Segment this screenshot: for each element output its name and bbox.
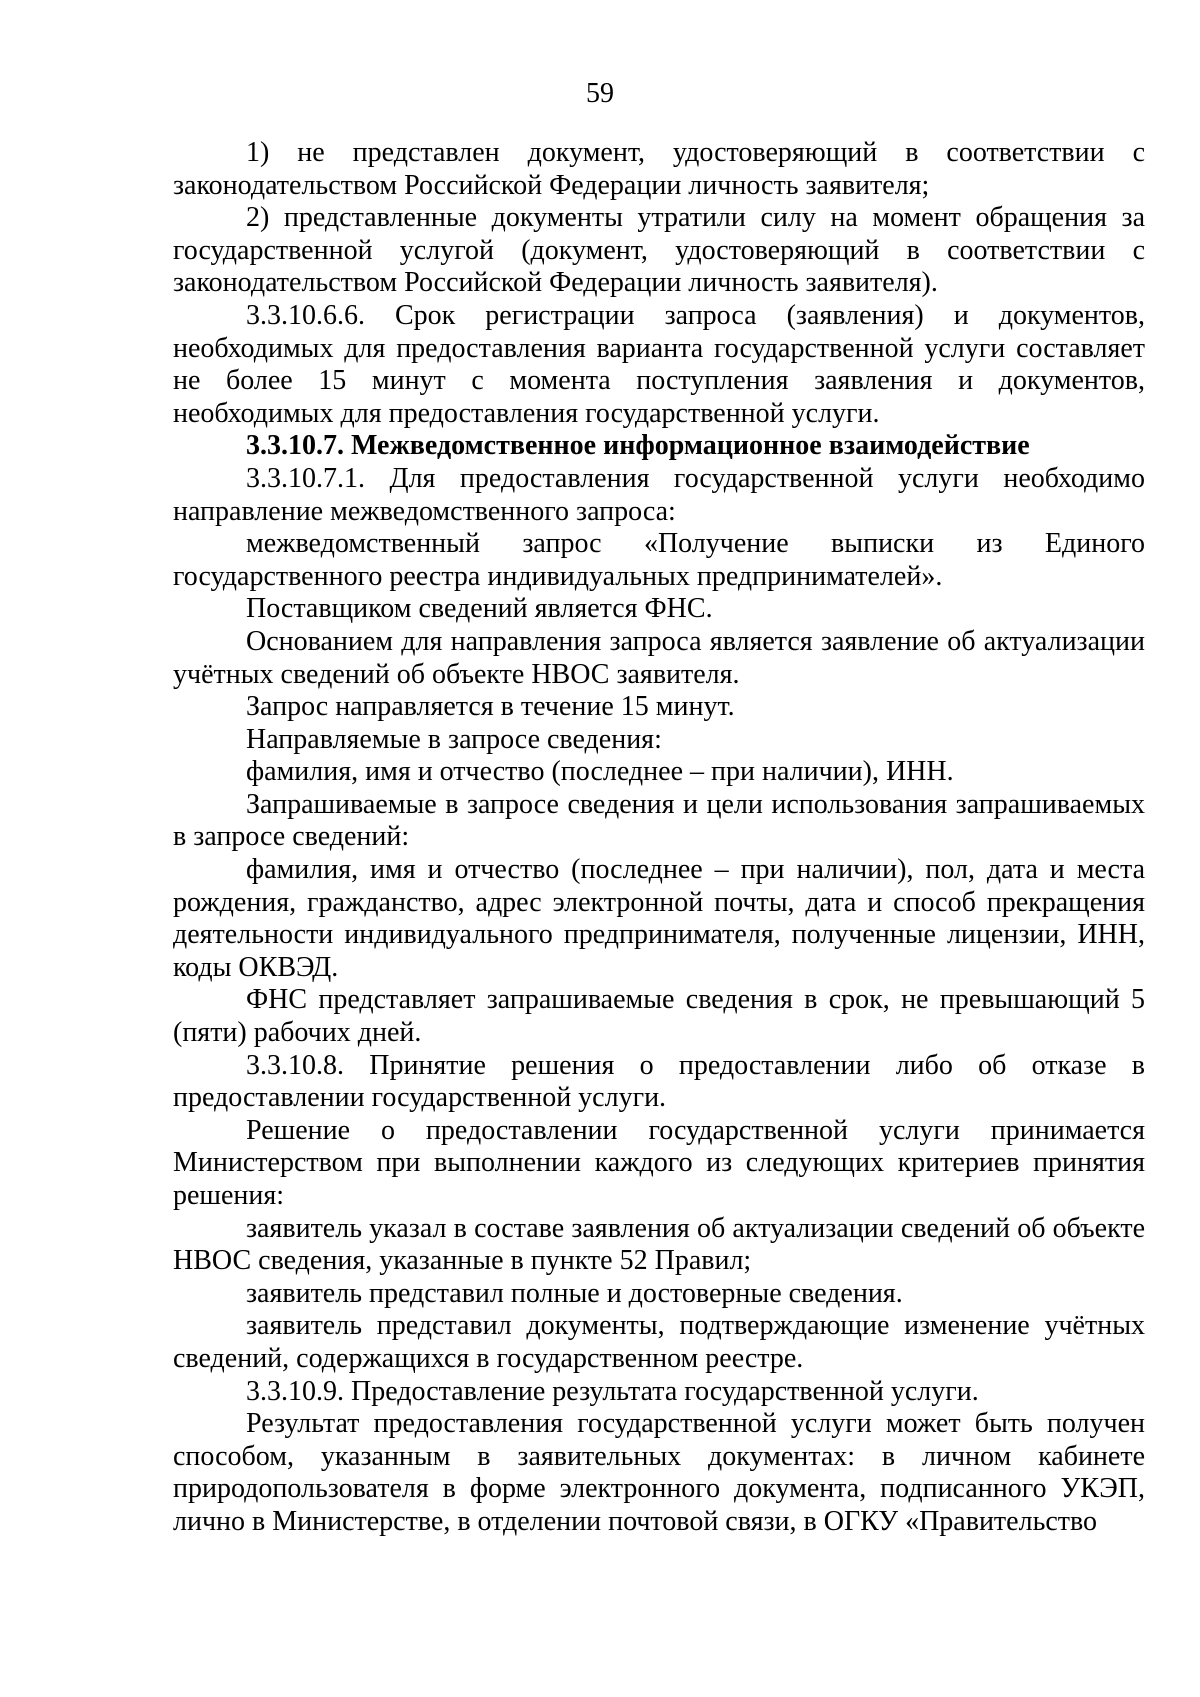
paragraph-21: Результат предоставления государственной услуги может быть получен способом, указанным в заявительных документах: в личном кабинете природопользователя в форме электронного документа, подписанного УКЭП, лично в Министерстве, в отделении почтовой связи, в ОГКУ «Правительство <box>173 1408 1145 1537</box>
paragraph-19: заявитель представил документы, подтверждающие изменение учётных сведений, содержащихся в государственном реестре. <box>173 1310 1145 1374</box>
section-heading: 3.3.10.7. Межведомственное информационное взаимодействие <box>246 430 1030 462</box>
paragraph-7: Поставщиком сведений является ФНС. <box>246 593 713 625</box>
paragraph-12: Запрашиваемые в запросе сведения и цели использования запрашиваемых в запросе сведений: <box>173 788 1145 853</box>
paragraph-17: заявитель указал в составе заявления об актуализации сведений об объекте НВОС сведения, указанные в пункте 52 Правил; <box>173 1212 1145 1277</box>
paragraph-20: 3.3.10.9. Предоставление результата государственной услуги. <box>246 1375 979 1407</box>
paragraph-5: 3.3.10.7.1. Для предоставления государственной услуги необходимо направление межведомственного запроса: <box>173 462 1145 527</box>
paragraph-8: Основанием для направления запроса является заявление об актуализации учётных сведений об объекте НВОС заявителя. <box>173 625 1145 690</box>
paragraph-16: Решение о предоставлении государственной услуги принимается Министерством при выполнении каждого из следующих критериев принятия решения: <box>173 1114 1145 1211</box>
paragraph-10: Направляемые в запросе сведения: <box>246 723 662 755</box>
paragraph-6: межведомственный запрос «Получение выписки из Единого государственного реестра индивидуальных предпринимателей». <box>173 528 1145 592</box>
paragraph-14: ФНС представляет запрашиваемые сведения в срок, не превышающий 5 (пяти) рабочих дней. <box>173 984 1145 1049</box>
paragraph-1: 1) не представлен документ, удостоверяющий в соответствии с законодательством Российской Федерации личность заявителя; <box>173 137 1145 201</box>
paragraph-9: Запрос направляется в течение 15 минут. <box>246 691 735 723</box>
paragraph-3: 3.3.10.6.6. Срок регистрации запроса (заявления) и документов, необходимых для предоставления варианта государственной услуги составляет не более 15 минут с момента поступления заявления и документов, необходимых для предоставления государственной услуги. <box>173 299 1145 429</box>
paragraph-15: 3.3.10.8. Принятие решения о предоставлении либо об отказе в предоставлении государственной услуги. <box>173 1049 1145 1114</box>
paragraph-2: 2) представленные документы утратили силу на момент обращения за государственной услугой (документ, удостоверяющий в соответствии с законодательством Российской Федерации личность заявителя). <box>173 202 1145 299</box>
paragraph-11: фамилия, имя и отчество (последнее – при наличии), ИНН. <box>246 756 954 788</box>
paragraph-13: фамилия, имя и отчество (последнее – при наличии), пол, дата и места рождения, гражданство, адрес электронной почты, дата и способ прекращения деятельности индивидуального предпринимателя, полученные лицензии, ИНН, коды ОКВЭД. <box>173 854 1145 983</box>
paragraph-18: заявитель представил полные и достоверные сведения. <box>246 1277 903 1309</box>
page-number: 59 <box>586 78 614 109</box>
document-body <box>173 137 1145 1539</box>
